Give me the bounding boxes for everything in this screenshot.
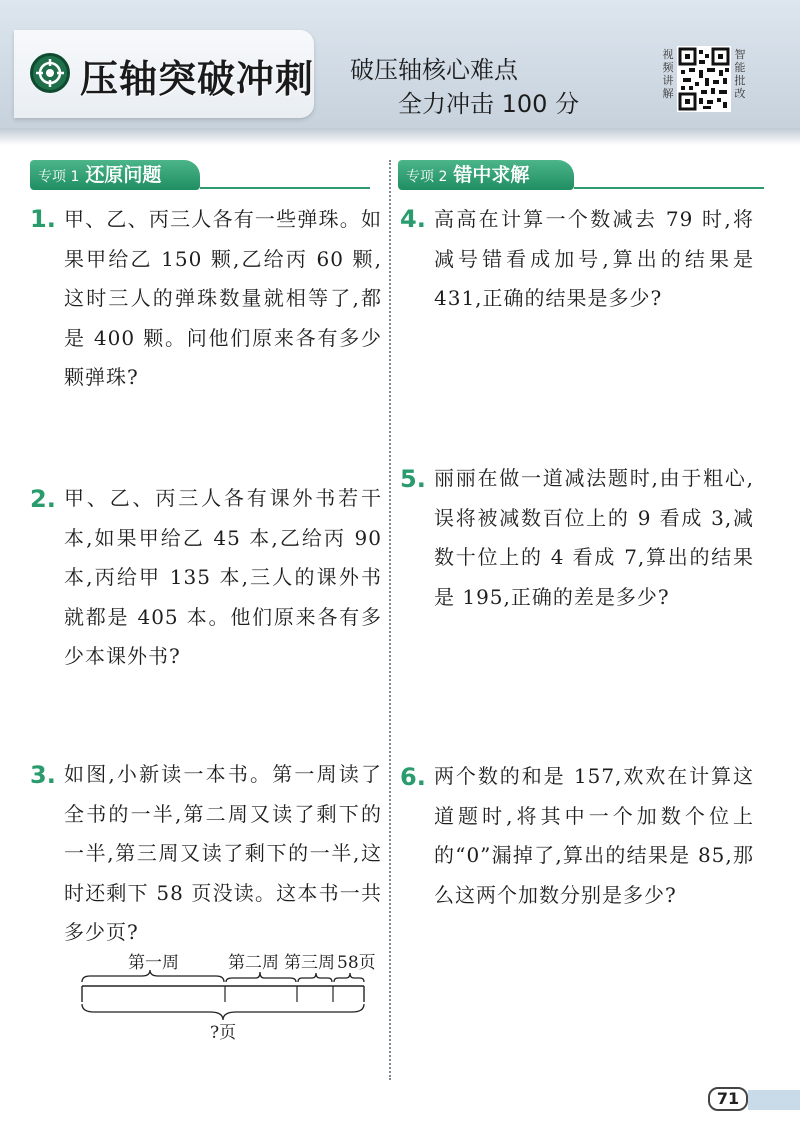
diagram-week3-label: 第三周 (284, 953, 335, 973)
subtitle-line-2: 全力冲击 100 分 (398, 90, 580, 118)
problem-number: 1. (30, 205, 56, 233)
qr-code-block[interactable] (661, 44, 747, 116)
section-tag: 专项 2 (406, 169, 448, 185)
section-name: 还原问题 (85, 164, 162, 186)
problem-1-text: 甲、乙、丙三人各有一些弹珠。如果甲给乙 150 颗,乙给丙 60 颗,这时三人的弹珠数量就相等了,都是 400 颗。问他们原来各有多少颗弹珠? (64, 207, 382, 389)
target-icon (30, 53, 70, 93)
section-underline-1 (200, 187, 370, 189)
diagram-week2-label: 第二周 (228, 953, 279, 973)
problem-number: 6. (400, 763, 426, 791)
diagram-total-label: ?页 (210, 1023, 237, 1043)
page-title: 压轴突破冲刺 (80, 57, 315, 101)
problem-2-text: 甲、乙、丙三人各有课外书若干本,如果甲给乙 45 本,乙给丙 90 本,丙给甲 135 本,三人的课外书就都是 405 本。他们原来各有多少本课外书? (64, 486, 382, 668)
section-header-1 (30, 160, 200, 190)
section-underline-2 (574, 187, 764, 189)
problem-number: 2. (30, 485, 56, 513)
qr-grading-label: 智能批改 (734, 48, 746, 100)
qr-code-icon[interactable] (677, 46, 731, 112)
subtitle-line-1: 破压轴核心难点 (350, 56, 518, 84)
section-header-2 (398, 160, 574, 190)
section-name: 错中求解 (453, 164, 530, 186)
diagram-remaining-label: 58页 (337, 953, 376, 973)
problem-number: 3. (30, 761, 56, 789)
header-shadow (0, 128, 800, 145)
section-tag: 专项 1 (38, 169, 80, 185)
column-divider (389, 160, 391, 1080)
page-number-tab (748, 1090, 800, 1110)
problem-number: 5. (400, 465, 426, 493)
problem-3-text: 如图,小新读一本书。第一周读了全书的一半,第二周又读了剩下的一半,第三周又读了剩下的一半,这时还剩下 58 页没读。这本书一共多少页? (64, 762, 382, 944)
problem-4-text: 高高在计算一个数减去 79 时,将减号错看成加号,算出的结果是 431,正确的结果是多少? (434, 207, 754, 310)
problem-6-text: 两个数的和是 157,欢欢在计算这道题时,将其中一个加数个位上的“0”漏掉了,算出的结果是 85,那么这两个加数分别是多少? (434, 764, 754, 907)
problem-number: 4. (400, 205, 426, 233)
diagram-week1-label: 第一周 (128, 953, 179, 973)
page-number: 71 (708, 1087, 748, 1111)
book-pages-diagram (70, 950, 390, 1050)
problem-5-text: 丽丽在做一道减法题时,由于粗心,误将被减数百位上的 9 看成 3,减数十位上的 4 看成 7,算出的结果是 195,正确的差是多少? (434, 466, 754, 609)
qr-video-label: 视频讲解 (662, 48, 674, 100)
